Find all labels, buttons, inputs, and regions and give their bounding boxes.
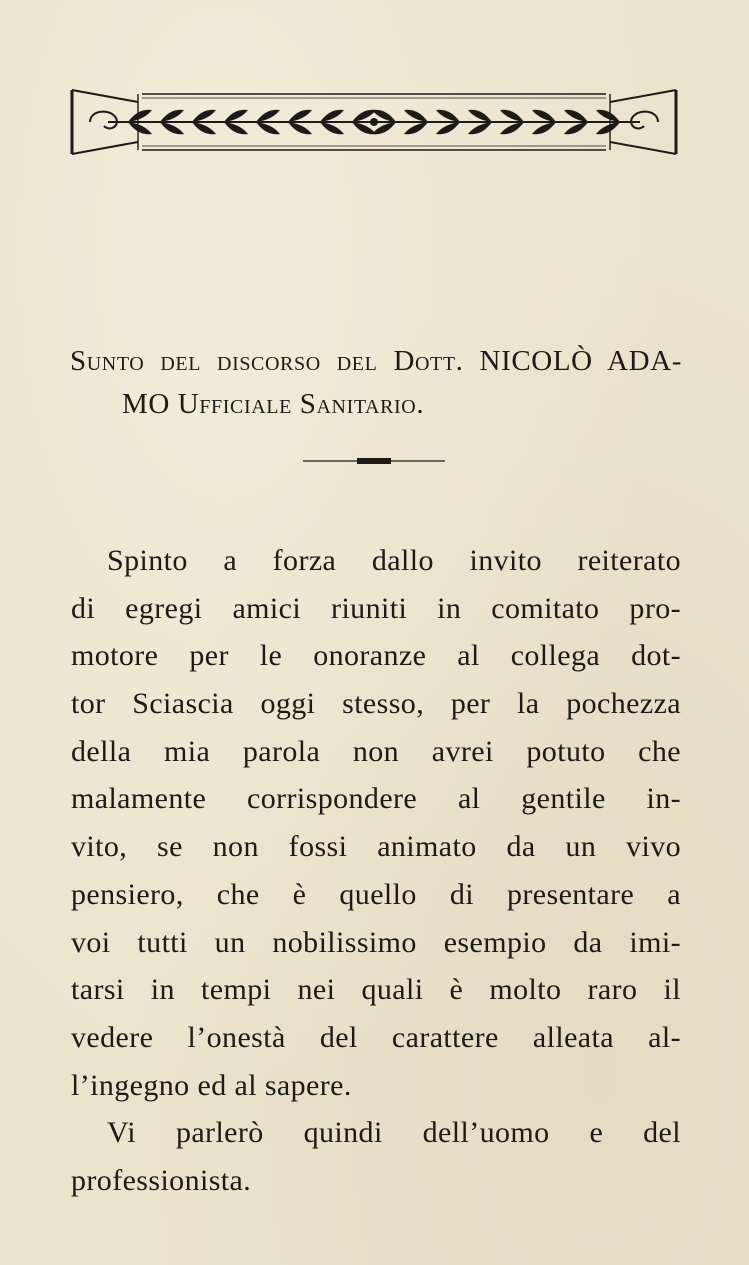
text-line: di egregi amici riuniti in comitato pro- xyxy=(71,591,681,625)
text-line: voi tutti un nobilissimo esempio da imi- xyxy=(71,925,681,959)
text-line: Spinto a forza dallo invito reiterato xyxy=(107,544,681,577)
text-line: professionista. xyxy=(71,1163,252,1197)
text-line: malamente corrispondere al gentile in- xyxy=(71,782,681,816)
floral-ornament-header xyxy=(68,82,680,162)
text-line: Vi parlerò quindi dell’uomo e del xyxy=(107,1116,681,1150)
text-line: vito, se non fossi animato da un vivo xyxy=(71,830,681,864)
text-line: l’ingegno ed al sapere. xyxy=(71,1068,352,1102)
text-line: pensiero, che è quello di presentare a xyxy=(71,877,681,911)
text-line: motore per le onoranze al collega dot- xyxy=(71,639,681,673)
text-line: vedere l’onestà del carattere alleata al- xyxy=(71,1020,681,1054)
heading-line-1: Sunto del discorso del Dott. NICOLÒ ADA- xyxy=(70,345,682,377)
section-heading xyxy=(70,340,682,426)
text-line: tor Sciascia oggi stesso, per la pochezza xyxy=(71,687,681,721)
text-line: tarsi in tempi nei quali è molto raro il xyxy=(71,973,681,1007)
heading-line-2: MO Ufficiale Sanitario. xyxy=(122,388,425,420)
body-paragraphs xyxy=(71,537,681,1205)
text-line: della mia parola non avrei potuto che xyxy=(71,734,681,768)
section-divider xyxy=(303,453,445,469)
